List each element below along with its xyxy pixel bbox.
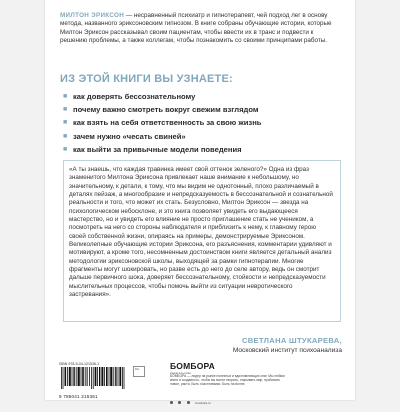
publisher-logo <box>170 361 215 375</box>
social-telegram-icon <box>187 401 190 404</box>
quote-author-name: СВЕТЛАНА ШТУКАРЕВА, <box>241 336 342 345</box>
bullet-square-icon: ■ <box>63 119 68 127</box>
learn-item: ■ как взять на себя ответственность за свою жизнь <box>63 116 345 129</box>
age-rating-badge <box>133 364 145 375</box>
learn-list <box>63 90 345 156</box>
publisher-logo-text: БОМБОРА <box>170 361 215 371</box>
isbn-text: ISBN 978-5-04-121536-1 <box>59 362 100 366</box>
barcode-icon <box>59 367 127 389</box>
bullet-square-icon: ■ <box>63 145 68 153</box>
bullet-square-icon: ■ <box>63 106 68 114</box>
learn-item: ■ почему важно смотреть вокруг свежим взглядом <box>63 103 345 116</box>
quote-author-org: Московский институт психоанализа <box>232 347 342 354</box>
intro-text: — несравненный психиатр и гипнотерапевт, чей подход лег в основу метода, названного эриксоновским гипнозом. В книге собраны обучающие истории, которые Милтон Эриксон рассказывал своим пациентам, чтобы ввести их в транс и подвести к решению проблемы, а также коллегам, чтобы познакомить со своими принципами работы. <box>60 12 332 44</box>
bullet-square-icon: ■ <box>63 93 68 100</box>
intro-paragraph <box>60 12 342 45</box>
barcode-block <box>59 362 127 399</box>
publisher-socials <box>170 394 211 412</box>
publisher-site: bombora.ru <box>195 400 211 405</box>
social-instagram-icon <box>178 401 181 404</box>
publisher-logo-sub: издательство <box>170 371 192 375</box>
barcode-number: 9 785041 215361 <box>59 394 98 399</box>
social-vk-icon <box>170 401 173 404</box>
learn-heading: ИЗ ЭТОЙ КНИГИ ВЫ УЗНАЕТЕ: <box>60 73 233 85</box>
publisher-description: БОМБОРА — лидер на рынке полезных и вдохновляющих книг. Мы любим книги и создаем их, чтобы вы могли творить, открывать мир, пробовать новое, расти. Быть счастливыми. Быть на волне. <box>170 374 285 387</box>
age-rating-text: 16+ <box>135 367 140 371</box>
quote-text: «А ты знаешь, что каждая травинка имеет свой оттенок зеленого?» Одна из фраз знаменитого Милтона Эриксона привлекает наше внимание к небольшому, но значительному, к детали, к тому, что мы видим не однотонный, плохо различаемый в деталях пейзаж, а многообразие и непредсказуемость в бессознательной и сознательной реальности и того, что может их стать. Безусловно, Милтон Эриксон — звезда на психологическом небосклоне, и это книга позволяет увидеть его выдающееся мастерство, но и увидеть его влияние не просто приглашение стать не учеником, а посмотреть на него со стороны наблюдателя и приблизить к нему, к главному герою своей собственной жизни, опираясь на примеры, демонстрируемые Эриксоном. Великолепные обучающие истории Эриксона, его разъяснения, комментарии удивляют и мотивируют, а кроме того, несомненным достоинством книги является детальный анализ методологии эриксоновской школы, выходящей за рамки гипнотерапии. Многие фрагменты могут шокировать, но разве есть до него до селе автору, ведь он смотрит дальше первичного шока, доверяет бессознательному, стойкости и непредсказуемости мыслительных процессов, чтобы помочь выйти из ситуации невротического застревания». <box>69 166 333 299</box>
book-back-cover <box>45 0 355 405</box>
intro-author: МИЛТОН ЭРИКСОН <box>60 12 125 19</box>
learn-item: ■ зачем нужно «чесать свиней» <box>63 130 345 143</box>
learn-item: ■ как выйти за привычные модели поведения <box>63 143 345 156</box>
bullet-square-icon: ■ <box>63 132 68 140</box>
learn-item: ■ как доверять бессознательному <box>63 90 345 103</box>
